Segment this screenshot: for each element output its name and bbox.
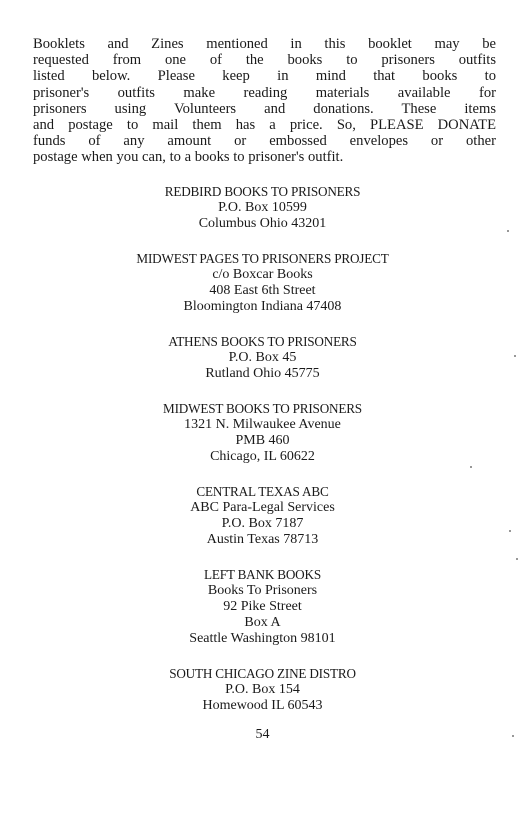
address-line: Seattle Washington 98101 — [189, 631, 336, 646]
scan-speck — [507, 230, 509, 232]
intro-line: funds of any amount or embossed envelopes or other — [33, 133, 496, 150]
organization-name: LEFT BANK BOOKS — [204, 567, 321, 582]
organization-name: MIDWEST BOOKS TO PRISONERS — [163, 401, 362, 416]
address-line: Austin Texas 78713 — [206, 532, 319, 547]
intro-line: and postage to mail them has a price. So, PLEASE DONATE — [33, 117, 496, 134]
intro-paragraph — [33, 36, 496, 166]
address-line: Columbus Ohio 43201 — [198, 216, 327, 231]
address-line: Rutland Ohio 45775 — [205, 366, 320, 381]
organization-name: MIDWEST PAGES TO PRISONERS PROJECT — [136, 251, 389, 266]
organization-entry — [0, 666, 525, 714]
intro-line: prisoners using Volunteers and donations. These items — [33, 100, 496, 117]
organization-list — [0, 184, 525, 733]
address-line: 1321 N. Milwaukee Avenue — [184, 417, 341, 432]
address-line: P.O. Box 154 — [225, 682, 300, 697]
scan-speck — [512, 735, 514, 737]
address-line: 92 Pike Street — [223, 599, 302, 614]
address-line: Books To Prisoners — [207, 583, 318, 598]
organization-name: CENTRAL TEXAS ABC — [196, 484, 329, 499]
address-line: 408 East 6th Street — [209, 283, 316, 298]
organization-entry — [0, 251, 525, 315]
address-line: P.O. Box 45 — [228, 350, 297, 365]
scan-speck — [516, 558, 518, 560]
organization-entry — [0, 184, 525, 232]
organization-entry — [0, 484, 525, 548]
address-line: P.O. Box 10599 — [218, 200, 307, 215]
scan-speck — [509, 530, 511, 532]
address-line: PMB 460 — [235, 433, 290, 448]
scan-speck — [470, 466, 472, 468]
organization-name: ATHENS BOOKS TO PRISONERS — [168, 334, 357, 349]
intro-line: requested from one of the books to prisoners outfits — [33, 52, 496, 69]
organization-name: SOUTH CHICAGO ZINE DISTRO — [169, 666, 356, 681]
page-number: 54 — [255, 727, 270, 742]
organization-entry — [0, 567, 525, 647]
address-line: Homewood IL 60543 — [202, 698, 323, 713]
scan-speck — [514, 355, 516, 357]
address-line: Chicago, IL 60622 — [210, 449, 315, 464]
address-line: c/o Boxcar Books — [212, 267, 313, 282]
intro-line: listed below. Please keep in mind that books to — [33, 68, 496, 85]
address-line: Box A — [244, 615, 281, 630]
organization-name: REDBIRD BOOKS TO PRISONERS — [164, 184, 361, 199]
intro-line: prisoner's outfits make reading materials available for — [33, 84, 496, 101]
organization-entry — [0, 401, 525, 465]
address-line: Bloomington Indiana 47408 — [183, 299, 342, 314]
intro-line: Booklets and Zines mentioned in this booklet may be — [33, 36, 496, 52]
address-line: P.O. Box 7187 — [221, 516, 304, 531]
address-line: ABC Para-Legal Services — [190, 500, 335, 515]
organization-entry — [0, 334, 525, 382]
intro-line: postage when you can, to a books to prisoner's outfit. — [33, 149, 344, 166]
